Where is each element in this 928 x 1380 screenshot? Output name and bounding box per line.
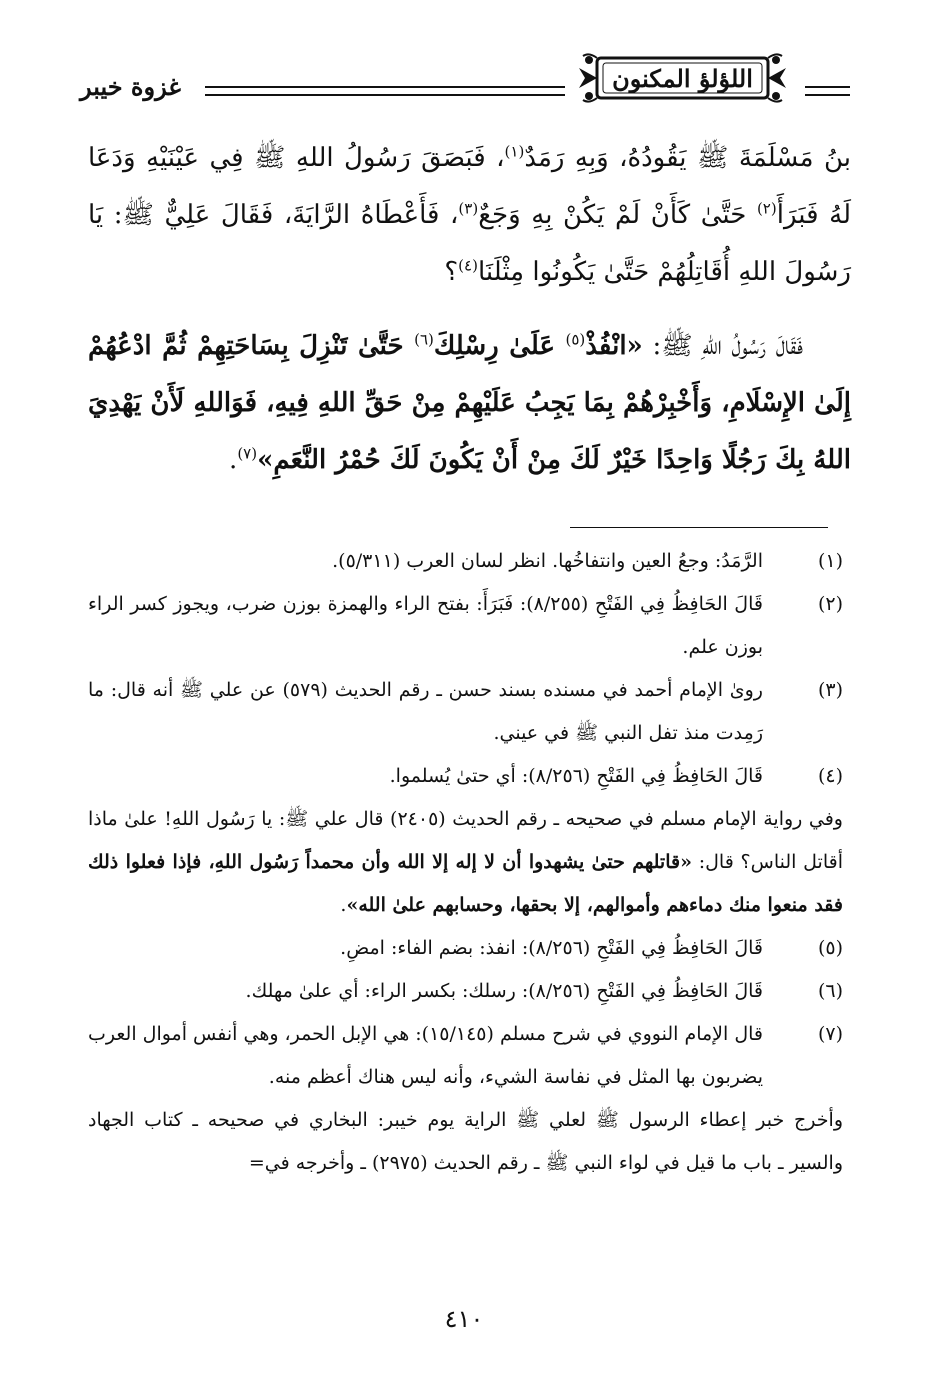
paragraph-1 [88, 130, 851, 301]
book-title: اللؤلؤ المكنون [612, 64, 753, 93]
running-header [80, 52, 850, 112]
footnote-text: وفي رواية الإمام مسلم في صحيحه ـ رقم الحديث (٢٤٠٥) قال علي ﷺ: يا رَسُول اللهِ! علىٰ ماذا أقاتل الناس؟ قال: [88, 808, 843, 873]
header-rule-right [805, 86, 850, 96]
hadith-text-a: «انْفُذْ [585, 331, 643, 361]
footnote-ref-1: (١) [504, 142, 525, 161]
paragraph-2 [88, 318, 851, 489]
footnote-number: (٦) [817, 980, 843, 1002]
p1-text-b: ، فَبَصَقَ رَسُولُ اللهِ ﷺ فِي عَيْنَيْهِ وَدَعَا لَهُ فَبَرَأَ [88, 143, 852, 230]
footnote-4 [88, 755, 843, 798]
footnote-separator [570, 527, 828, 528]
p2-end: . [229, 445, 238, 475]
footnote-ref-4: (٤) [458, 256, 478, 275]
footnote-text: قَالَ الحَافِظُ فِي الفَتْحِ (٨/٢٥٦): انفذ: بضم الفاء: امضِ. [340, 937, 763, 959]
footnote-text: قَالَ الحَافِظُ فِي الفَتْحِ (٨/٢٥٦): أي حتىٰ يُسلموا. [389, 765, 763, 787]
hadith-quote: «قاتلهم حتىٰ يشهدوا أن لا إله إلا الله وأن محمداً رَسُول اللهِ، فإذا فعلوا ذلك فقد منعوا منك دماءهم وأموالهم، إلا بحقها، وحسابهم علىٰ الله» [88, 851, 843, 916]
footnote-5 [88, 927, 843, 970]
footnote-text: وأخرج خبر إعطاء الرسول ﷺ لعلي ﷺ الراية يوم خيبر: البخاري في صحيحه ـ كتاب الجهاد والسير ـ باب ما قيل في لواء النبي ﷺ ـ رقم الحديث (٢٩٧٥) ـ وأخرجه في= [88, 1109, 843, 1174]
footnote-text: روىٰ الإمام أحمد في مسنده بسند حسن ـ رقم الحديث (٥٧٩) عن علي ﷺ أنه قال: ما رَمِدت منذ تفل النبي ﷺ في عيني. [88, 679, 763, 744]
footnote-1 [88, 540, 843, 583]
footnote-number: (١) [817, 550, 843, 572]
hadith-text-c: حَتَّىٰ تَنْزِلَ بِسَاحَتِهِمْ ثُمَّ ادْعُهُمْ إِلَىٰ الإِسْلَامِ، وَأَخْبِرْهُمْ بِمَا يَجِبُ عَلَيْهِمْ مِنْ حَقِّ اللهِ فِيهِ، فَوَاللهِ لَأَنْ يَهْدِيَ اللهُ بِكَ رَجُلًا وَاحِدًا خَيْرٌ لَكَ مِنْ أَنْ يَكُونَ لَكَ حُمْرُ النَّعَمِ» [88, 331, 851, 475]
footnote-number: (٣) [817, 679, 843, 701]
p2-intro: فَقَالَ رَسُولُ اللهِ ﷺ: [642, 331, 803, 361]
footnote-end: . [340, 894, 347, 916]
footnote-ref-6: (٦) [414, 330, 434, 349]
page-number: ٤١٠ [444, 1305, 484, 1333]
footnotes [88, 540, 843, 1185]
p1-text-c: حَتَّىٰ كَأَنْ لَمْ يَكُنْ بِهِ وَجَعٌ [478, 200, 757, 230]
footnote-number: (٥) [817, 937, 843, 959]
footnote-2 [88, 583, 843, 669]
footnote-7-continued [88, 1099, 843, 1185]
p1-end: ؟ [444, 257, 459, 287]
p1-text-d: ، فَأَعْطَاهُ الرَّايَةَ، فَقَالَ عَلِيٌّ ﷺ: يَا رَسُولَ اللهِ أُقَاتِلُهُمْ حَتَّىٰ يَكُونُوا مِثْلَنَا [88, 200, 851, 287]
hadith-text-b: عَلَىٰ رِسْلِكَ [433, 331, 566, 361]
footnote-ref-5: (٥) [565, 330, 586, 349]
footnote-ref-2: (٢) [756, 199, 777, 218]
footnote-number: (٤) [817, 765, 843, 787]
footnote-4-continued [88, 798, 843, 927]
p1-text-a: بنُ مَسْلَمَةَ ﷺ يَقُودُهُ، وَبِهِ رَمَدٌ [524, 143, 852, 173]
footnote-text: قال الإمام النووي في شرح مسلم (١٥/١٤٥): هي الإبل الحمر، وهي أنفس أموال العرب يضربون بها المثل في نفاسة الشيء، وأنه ليس هناك أعظم منه. [88, 1023, 763, 1088]
chapter-title: غزوة خيبر [80, 72, 181, 101]
footnote-3 [88, 669, 843, 755]
footnote-7 [88, 1013, 843, 1099]
footnote-text: قَالَ الحَافِظُ فِي الفَتْحِ (٨/٢٥٥): فَبَرَأَ: بفتح الراء والهمزة بوزن ضرب، ويجوز كسر الراء بوزن علم. [88, 593, 763, 658]
footnote-text: قَالَ الحَافِظُ فِي الفَتْحِ (٨/٢٥٦): رسلك: بكسر الراء: أي علىٰ مهلك. [245, 980, 763, 1002]
book-title-cartouche [575, 52, 790, 104]
footnote-6 [88, 970, 843, 1013]
footnote-ref-3: (٣) [458, 199, 479, 218]
footnote-text: الرَّمَدُ: وجعُ العين وانتفاخُها. انظر لسان العرب (٥/٣١١). [332, 550, 763, 572]
header-rule-left [205, 86, 565, 96]
footnote-number: (٧) [817, 1023, 843, 1045]
footnote-number: (٢) [817, 593, 843, 615]
main-text [88, 130, 851, 489]
footnote-ref-7: (٧) [237, 444, 258, 463]
